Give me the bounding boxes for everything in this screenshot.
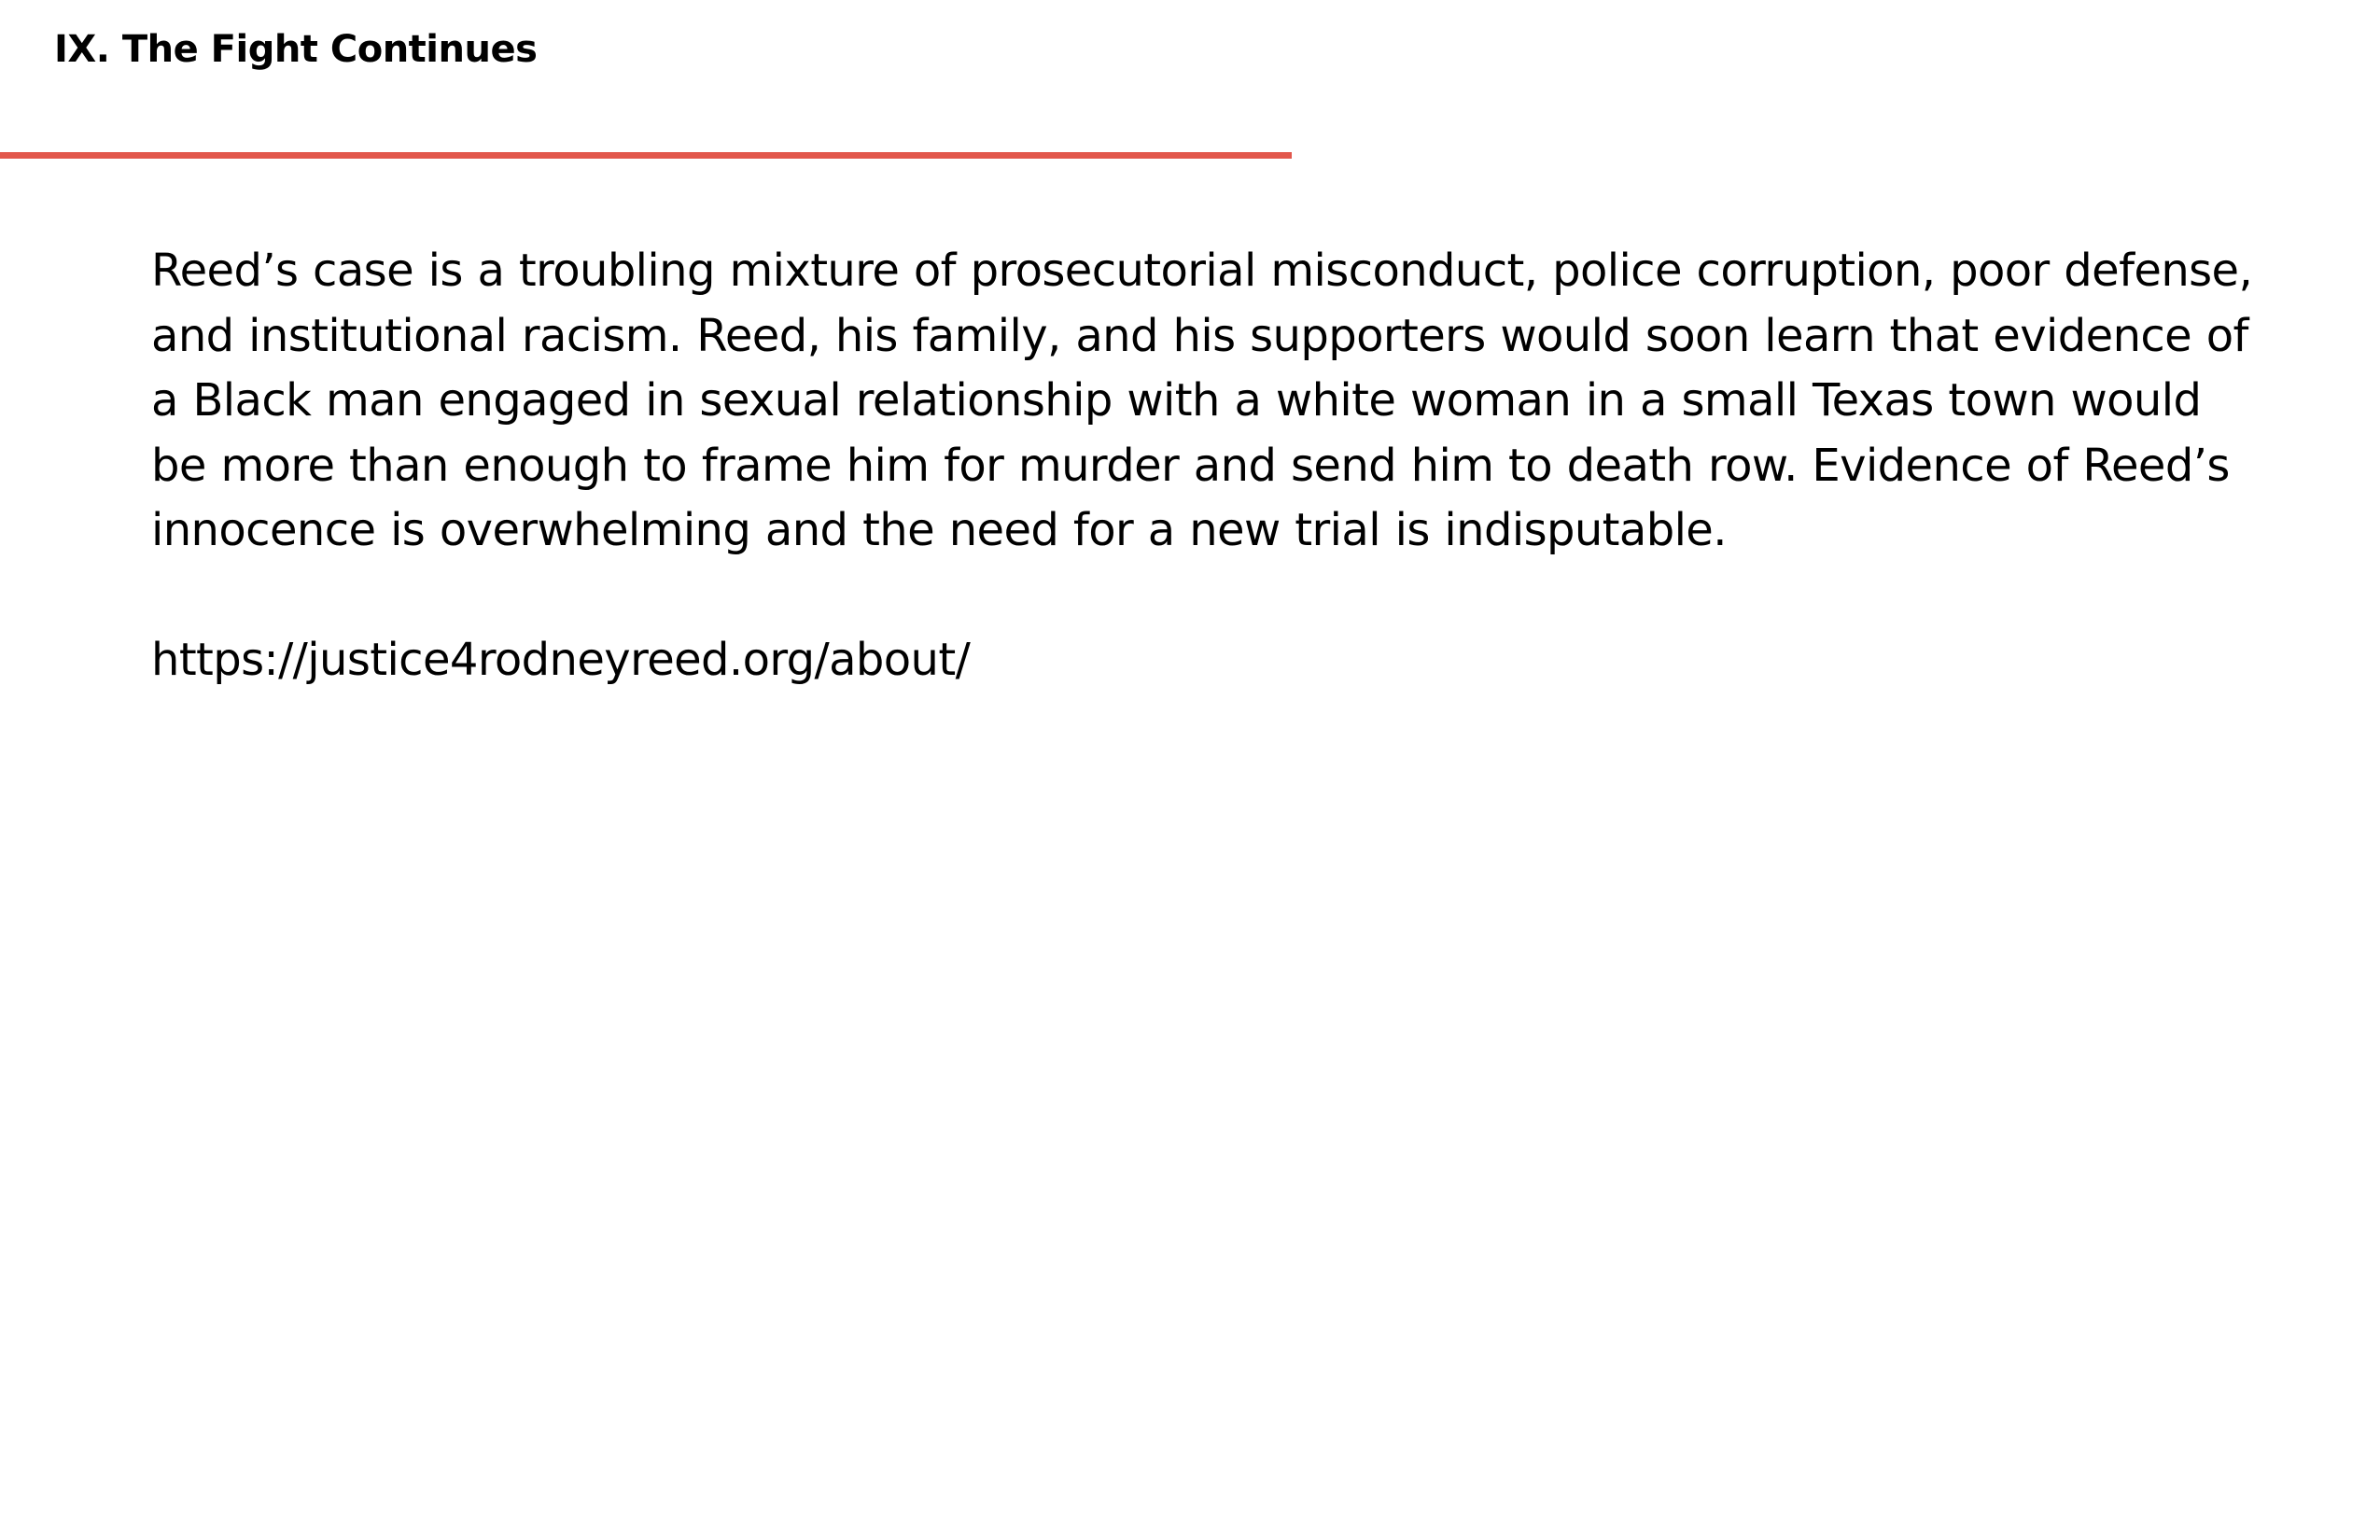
slide-content: [151, 239, 2261, 693]
source-link[interactable]: https://justice4rodneyreed.org/about/: [151, 633, 971, 686]
accent-divider: [0, 152, 1292, 159]
section-title: IX. The Fight Continues: [54, 28, 538, 71]
body-paragraph: Reed’s case is a troubling mixture of prosecutorial misconduct, police corruption, poor defense, and institutional racism. Reed, his family, and his supporters would soon learn that evidence of a Black man engaged in sexual relationship with a white woman in a small Texas town would be more than enough to frame him for murder and send him to death row. Evidence of Reed’s innocence is overwhelming and the need for a new trial is indisputable.: [151, 245, 2253, 556]
